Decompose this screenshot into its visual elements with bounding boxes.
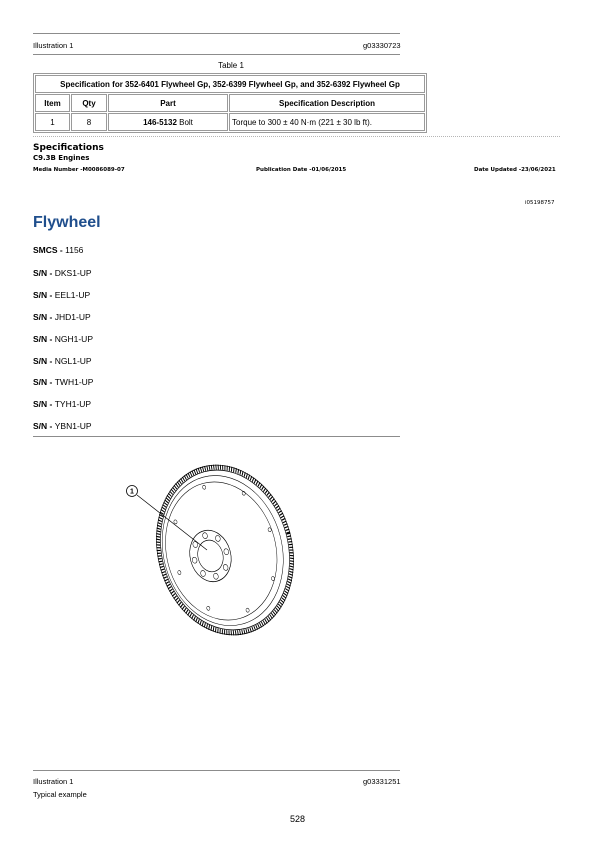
serial-number-line: S/N - TYH1-UP: [33, 399, 92, 409]
part-number: 146-5132: [143, 117, 177, 127]
page-heading: Flywheel: [33, 214, 101, 231]
callout-leader: [137, 495, 207, 550]
page-number: 528: [289, 814, 306, 824]
table-title: Specification for 352-6401 Flywheel Gp, 352-6399 Flywheel Gp, and 352-6392 Flywheel Gp: [35, 75, 425, 93]
serial-number-line: S/N - YBN1-UP: [33, 421, 92, 431]
header-part: Part: [108, 94, 228, 112]
callout-number: 1: [130, 488, 134, 496]
cell-description: Torque to 300 ± 40 N·m (221 ± 30 lb ft).: [229, 113, 425, 131]
table-caption: Table 1: [218, 61, 244, 70]
bottom-illustration-caption: Typical example: [33, 790, 87, 799]
table-separator: [33, 136, 560, 137]
bottom-rule: [33, 770, 400, 771]
serial-number-line: S/N - DKS1-UP: [33, 268, 92, 278]
flywheel-illustration: [120, 462, 310, 652]
doc-id: i05198757: [525, 200, 555, 206]
date-updated: Date Updated -23/06/2021: [474, 167, 556, 173]
cell-part: [108, 113, 228, 131]
cell-item: 1: [35, 113, 70, 131]
bottom-illustration-id: g03331251: [363, 777, 401, 786]
serial-number-line: S/N - EEL1-UP: [33, 290, 91, 300]
serial-number-line: S/N - NGL1-UP: [33, 356, 92, 366]
top-illustration-id: g03330723: [363, 41, 401, 50]
header-item: Item: [35, 94, 70, 112]
media-number: Media Number -M0086089-07: [33, 167, 125, 173]
publication-date: Publication Date -01/06/2015: [256, 167, 347, 173]
serial-number-line: S/N - TWH1-UP: [33, 377, 94, 387]
header-description: Specification Description: [229, 94, 425, 112]
part-name: Bolt: [176, 117, 193, 127]
caption-rule: [33, 54, 400, 55]
header-qty: Qty: [71, 94, 107, 112]
top-rule: [33, 33, 400, 34]
table-row: [35, 113, 425, 131]
serial-number-line: S/N - NGH1-UP: [33, 334, 93, 344]
specification-table: [33, 73, 427, 133]
section-title: Specifications: [33, 143, 104, 153]
serial-number-line: S/N - JHD1-UP: [33, 312, 91, 322]
smcs-line: SMCS - 1156: [33, 245, 84, 255]
cell-qty: 8: [71, 113, 107, 131]
section-rule: [33, 436, 400, 437]
bottom-illustration-label: Illustration 1: [33, 777, 74, 786]
engine-title: C9.3B Engines: [33, 154, 90, 162]
top-illustration-label: Illustration 1: [33, 41, 74, 50]
smcs-value: 1156: [65, 245, 84, 255]
